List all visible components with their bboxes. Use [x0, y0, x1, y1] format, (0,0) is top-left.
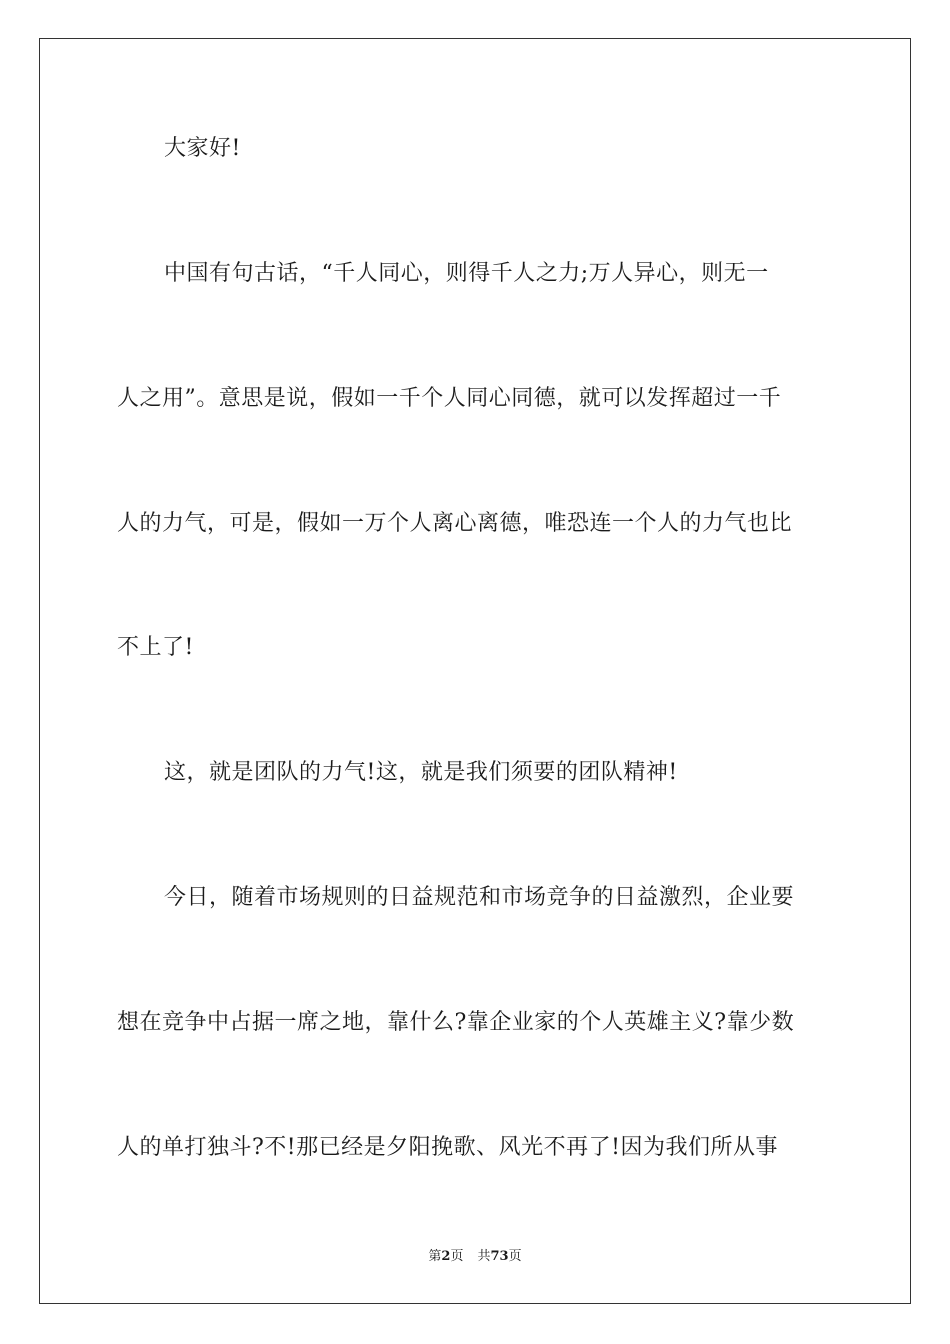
footer-page-number: 2 [441, 1249, 451, 1264]
footer-page-prefix: 第 [428, 1249, 442, 1264]
text-line-1: 大家好! [164, 136, 241, 161]
footer-total-prefix: 共 [477, 1249, 491, 1264]
footer-page-suffix: 页 [450, 1249, 464, 1264]
footer-total-suffix: 页 [508, 1249, 522, 1264]
text-line-6: 这，就是团队的力气!这，就是我们须要的团队精神! [164, 760, 678, 785]
text-line-3: 人之用”。意思是说，假如一千个人同心同德，就可以发挥超过一千 [117, 386, 782, 411]
text-line-5: 不上了! [117, 635, 194, 660]
text-line-8: 想在竞争中占据一席之地，靠什么?靠企业家的个人英雄主义?靠少数 [117, 1010, 795, 1035]
text-line-7: 今日，随着市场规则的日益规范和市场竞争的日益激烈，企业要 [164, 885, 795, 910]
text-line-4: 人的力气，可是，假如一万个人离心离德，唯恐连一个人的力气也比 [117, 511, 793, 536]
footer-total-pages: 73 [490, 1249, 509, 1264]
page-footer [0, 1248, 950, 1266]
text-line-2: 中国有句古话，“千人同心，则得千人之力;万人异心，则无一 [164, 261, 769, 286]
text-line-9: 人的单打独斗?不!那已经是夕阳挽歌、风光不再了!因为我们所从事 [117, 1135, 778, 1160]
page-border [39, 38, 911, 1304]
